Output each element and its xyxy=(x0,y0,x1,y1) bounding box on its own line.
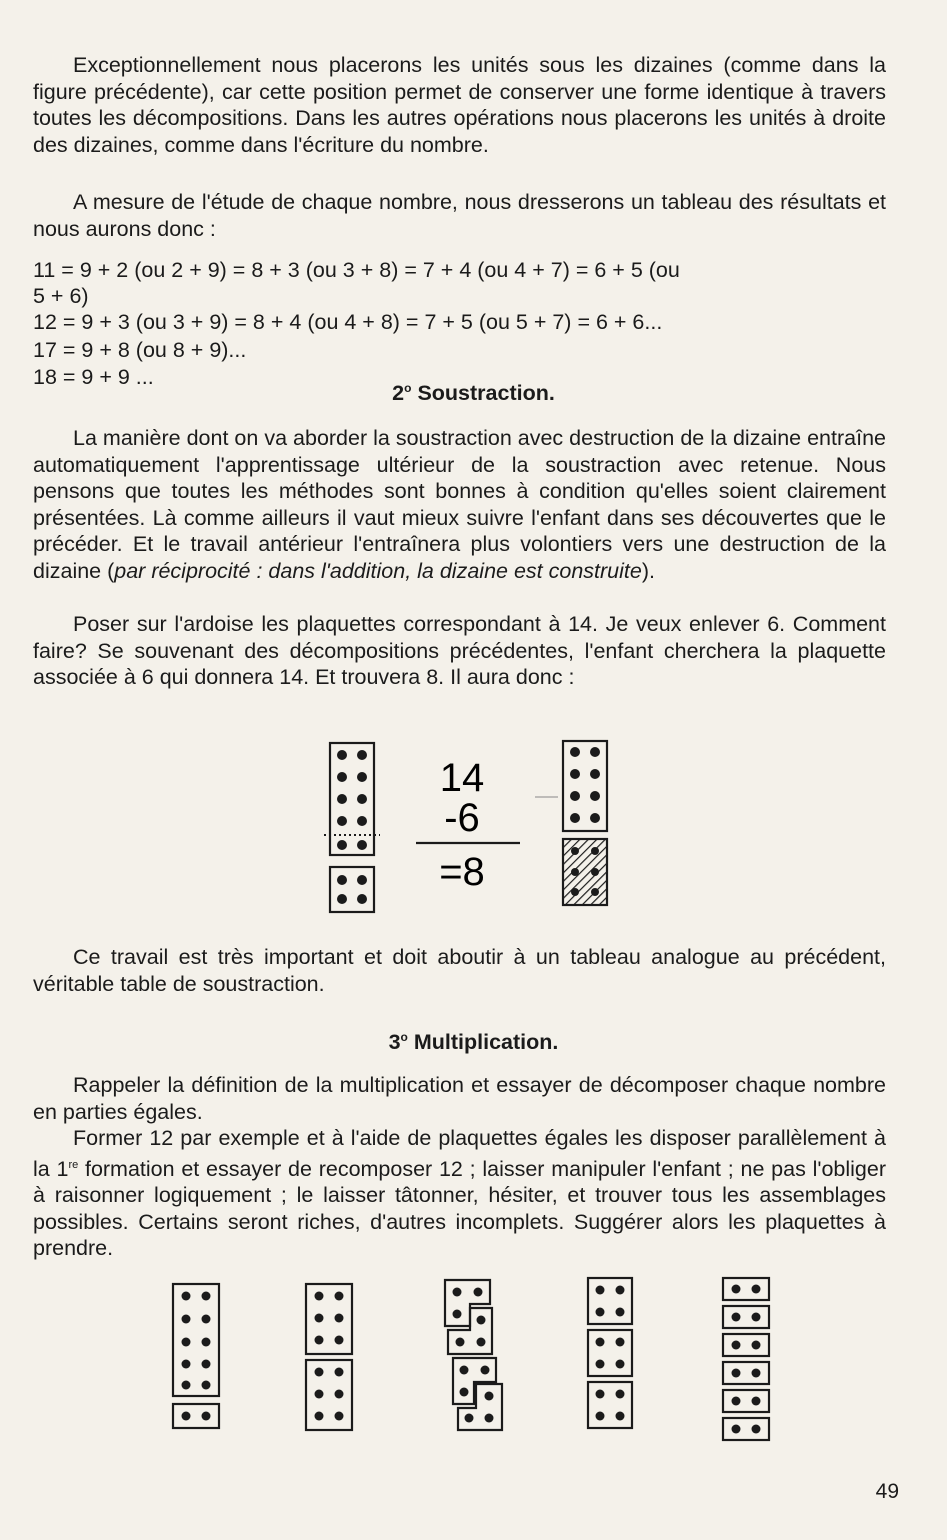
figure-result: =8 xyxy=(439,850,485,894)
equation-line-1: 11 = 9 + 2 (ou 2 + 9) = 8 + 3 (ou 3 + 8) = 7 + 4 (ou 4 + 7) = 6 + 5 (ou xyxy=(33,258,680,282)
subtraction-figure xyxy=(310,735,630,920)
tile-four xyxy=(330,867,374,912)
subtraction-paragraph-1: La manière dont on va aborder la soustraction avec destruction de la dizaine entraîne automatiquement l'apprentissage ultérieur de la soustraction avec retenue. Nous pensons que toutes les méthodes sont bonnes à condition qu'elles soient clairement présentées. Là comme ailleurs il vaut mieux suivre l'enfant dans ses découvertes que le précéder. Et le travail antérieur l'entraînera plus volontiers vers une destruction de la dizaine (par réciprocité : dans l'addition, la dizaine est construite). xyxy=(33,426,886,583)
multiplication-paragraph-1: Rappeler la définition de la multiplication et essayer de décomposer chaque nombre en parties égales. xyxy=(33,1073,886,1124)
tile-ten-left xyxy=(330,743,374,855)
figure-subtrahend: -6 xyxy=(444,796,480,840)
equation-line-5: 18 = 9 + 9 ... xyxy=(33,365,154,389)
equation-line-3: 12 = 9 + 3 (ou 3 + 9) = 8 + 4 (ou 4 + 8) = 7 + 5 (ou 5 + 7) = 6 + 6... xyxy=(33,310,663,334)
multiplication-paragraph-2: Former 12 par exemple et à l'aide de plaquettes égales les disposer parallèlement à la 1re formation et essayer de recomposer 12 ; laisser manipuler l'enfant ; ne pas l'obliger à raisonner logiquement ; le laisser tâtonner, hésiter, et trouver tous les assemblages possibles. Certains seront riches, d'autres incomplets. Suggérer alors les plaquettes à prendre. xyxy=(33,1126,886,1261)
figure-minuend: 14 xyxy=(439,756,485,800)
subtraction-paragraph-3: Ce travail est très important et doit aboutir à un tableau analogue au précédent, véritable table de soustraction. xyxy=(33,945,886,996)
tile-eight xyxy=(563,741,607,831)
intro-paragraph-2: A mesure de l'étude de chaque nombre, nous dresserons un tableau des résultats et nous aurons donc : xyxy=(33,190,886,241)
section-number: 3 xyxy=(388,1030,401,1055)
multiplication-figure xyxy=(160,1272,800,1457)
subtraction-paragraph-2: Poser sur l'ardoise les plaquettes correspondant à 14. Je veux enlever 6. Comment faire? Se souvenant des décompositions précédentes, l'enfant cherchera la plaquette associée à 6 qui donnera 14. Et trouvera 8. Il aura donc : xyxy=(33,612,886,689)
intro-paragraph-1: Exceptionnellement nous placerons les unités sous les dizaines (comme dans la figure précédente), car cette position permet de conserver une forme identique à travers toutes les décompositions. Dans les autres opérations nous placerons les unités à droite des dizaines, comme dans l'écriture du nombre. xyxy=(33,53,886,157)
section-title: Soustraction. xyxy=(417,381,555,406)
page-number: 49 xyxy=(875,1480,899,1503)
equation-line-2: 5 + 6) xyxy=(33,284,89,308)
section-heading-multiplication: 3$^o$ Multiplication. xyxy=(388,1030,559,1055)
section-title: Multiplication. xyxy=(413,1030,559,1055)
equation-line-4: 17 = 9 + 8 (ou 8 + 9)... xyxy=(33,338,247,362)
section-number: 2 xyxy=(392,381,405,406)
section-heading-subtraction: 2$^o$ Soustraction. xyxy=(392,381,555,406)
